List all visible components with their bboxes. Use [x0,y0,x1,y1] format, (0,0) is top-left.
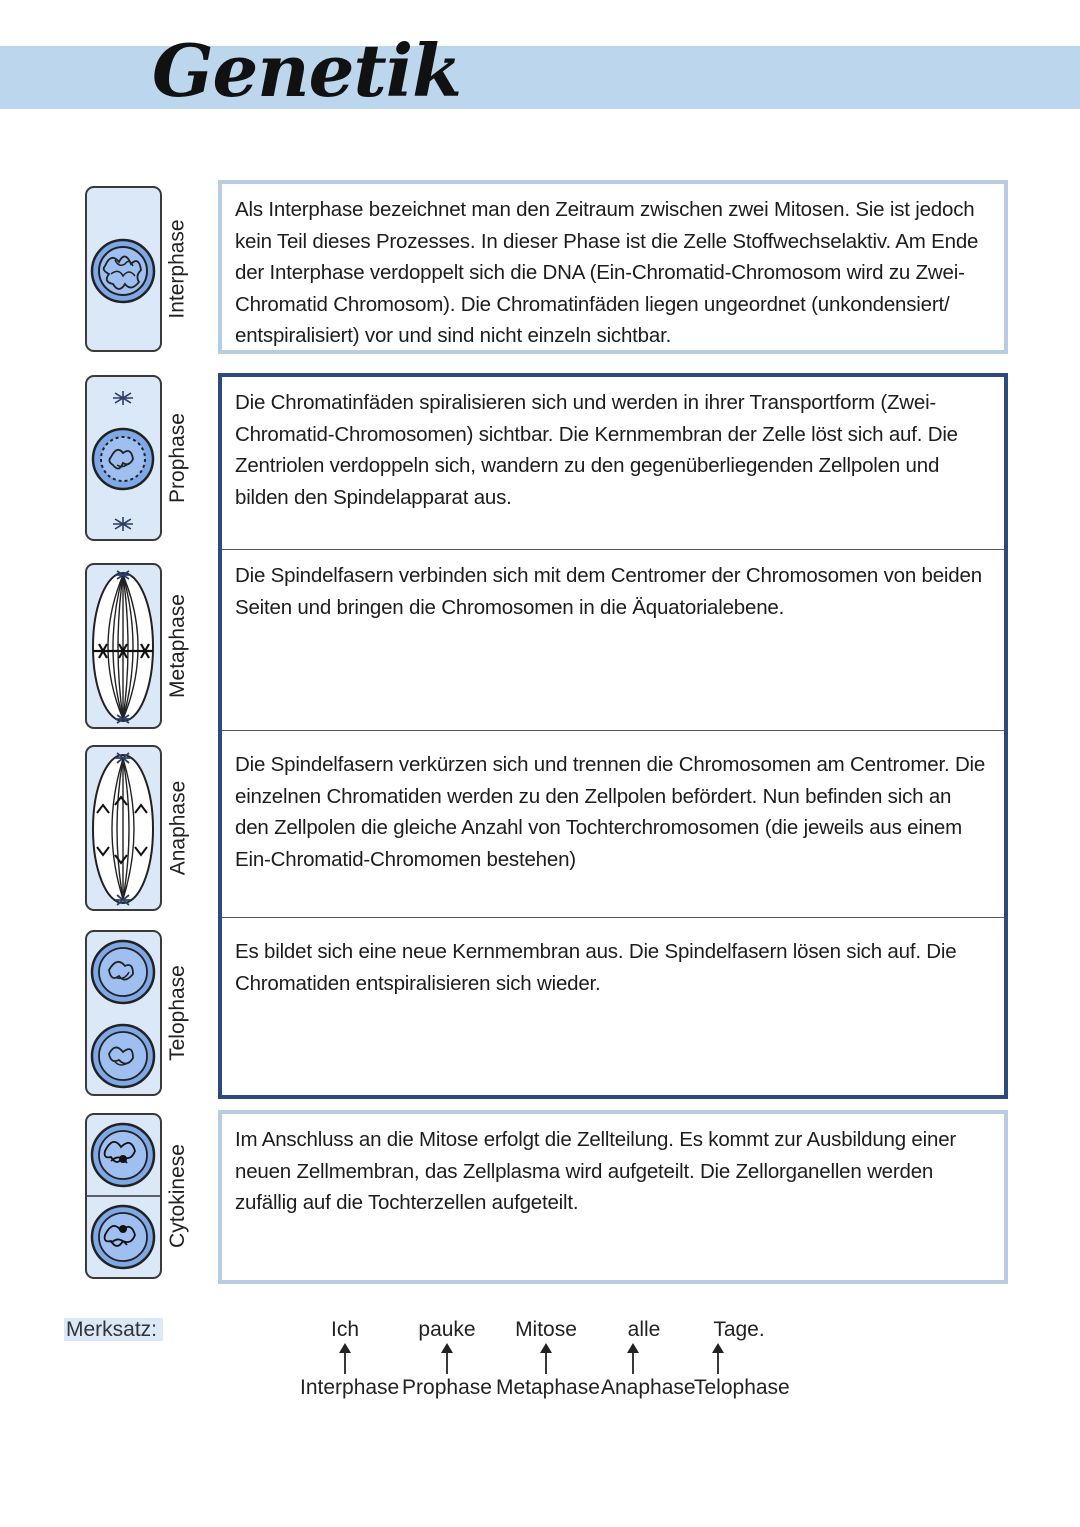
mnemonic-word: Mitose [515,1318,577,1341]
merksatz-label: Merksatz: [64,1318,163,1342]
mnemonic-word: Tage. [713,1318,765,1341]
arrow-up-icon [694,1342,784,1376]
mnemonic-pair [496,1318,600,1400]
mnemonic-word: Ich [330,1318,359,1341]
interphase-description-box [218,180,1008,354]
phase-label-anaphase: Anaphase [166,780,189,876]
telophase-row [222,918,1004,1095]
mnemonic-word: pauke [418,1318,476,1341]
telophase-cells-icon [85,930,162,1096]
telophase-description: Es bildet sich eine neue Kernmembran aus. Die Spindelfasern lösen sich auf. Die Chromatiden entspiralisieren sich wieder. [235,940,957,995]
interphase-description: Als Interphase bezeichnet man den Zeitraum zwischen zwei Mitosen. Sie ist jedoch kein Teil dieses Prozesses. In dieser Phase ist die Zelle Stoffwechselaktiv. Am Ende der Interphase verdoppelt sich die DNA (Ein-Chromatid-Chromosom wird zu Zwei-Chromatid Chromosom). Die Chromatinfäden liegen ungeordnet (unkondensiert/ entspiralisiert) vor und sind nicht einzeln sichtbar. [235,198,979,347]
metaphase-row [222,550,1004,731]
mnemonic-phase: Prophase [402,1376,492,1399]
arrow-up-icon [300,1342,390,1376]
prophase-description: Die Chromatinfäden spiralisieren sich und werden in ihrer Transportform (Zwei-Chromatid-Chromosomen) sichtbar. Die Kernmembran der Zelle löst sich auf. Die Zentriolen verdoppeln sich, wandern zu den gegenüberliegenden Zellpolen und bilden den Spindelapparat aus. [235,391,958,509]
phase-label-interphase: Interphase [166,219,189,319]
prophase-row [222,377,1004,550]
metaphase-spindle-icon [85,563,162,729]
mnemonic-pair [402,1318,492,1400]
phase-label-telophase: Telophase [166,965,189,1061]
phase-label-metaphase: Metaphase [166,594,189,698]
mnemonic-phase: Interphase [300,1376,400,1399]
metaphase-description: Die Spindelfasern verbinden sich mit dem Centromer der Chromosomen von beiden Seiten und bringen die Chromosomen in die Äquatorialebene. [235,564,982,619]
arrow-up-icon [402,1342,492,1376]
mnemonic-phase: Anaphase [601,1376,696,1399]
mnemonic-pair [601,1318,696,1400]
interphase-cell-icon [85,186,162,352]
phase-label-prophase: Prophase [166,413,189,503]
mnemonic-word: alle [627,1318,661,1341]
cytokinese-description: Im Anschluss an die Mitose erfolgt die Zellteilung. Es kommt zur Ausbildung einer neuen Zellmembran, das Zellplasma wird aufgeteilt. Die Zellorganellen werden zufällig auf die Tochterzellen aufgeteilt. [235,1128,957,1214]
anaphase-row [222,731,1004,918]
anaphase-spindle-icon [85,745,162,911]
mnemonic-pair [694,1318,790,1400]
arrow-up-icon [601,1342,687,1376]
mitosis-phases-box [218,373,1008,1099]
mnemonic-phase: Metaphase [496,1376,600,1399]
page-title: Genetik [152,28,461,113]
arrow-up-icon [496,1342,596,1376]
mnemonic-phase: Telophase [694,1376,790,1399]
prophase-cell-icon [85,375,162,541]
cytokinese-cells-icon [85,1113,162,1279]
phase-label-cytokinese: Cytokinese [166,1144,190,1248]
cytokinese-description-box [218,1110,1008,1284]
mnemonic-pair [300,1318,400,1400]
anaphase-description: Die Spindelfasern verkürzen sich und trennen die Chromosomen am Centromer. Die einzelnen Chromatiden werden zu den Zellpolen befördert. Nun befinden sich an den Zellpolen die gleiche Anzahl von Tochterchromosomen (die jeweils aus einem Ein-Chromatid-Chromomen bestehen) [235,753,986,871]
